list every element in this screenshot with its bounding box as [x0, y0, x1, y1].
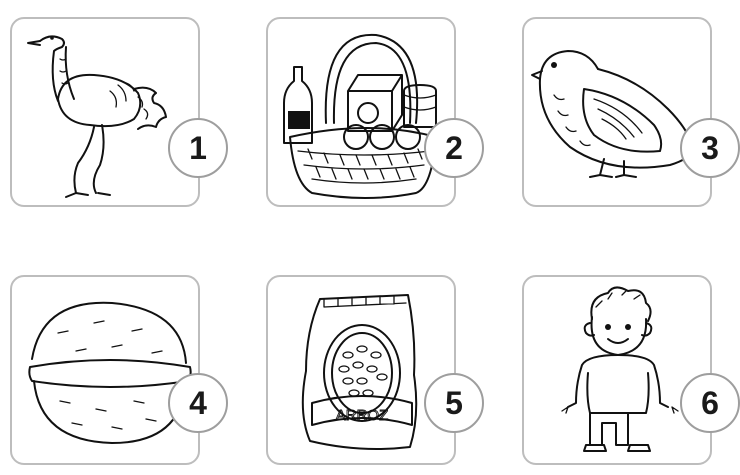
picture-card-1[interactable]: [10, 17, 200, 207]
quail-icon: [524, 19, 714, 209]
picture-card-5[interactable]: [266, 275, 456, 465]
number-badge-5: 5: [424, 373, 484, 433]
number-badge-3: 3: [680, 118, 740, 178]
walnut-icon: [12, 277, 202, 467]
picture-card-3[interactable]: [522, 17, 712, 207]
number-badge-2: 2: [424, 118, 484, 178]
picture-card-6[interactable]: [522, 275, 712, 465]
rice-bag-icon: [268, 277, 458, 467]
number-badge-1: 1: [168, 118, 228, 178]
number-badge-4: 4: [168, 373, 228, 433]
ostrich-icon: [12, 19, 202, 209]
picture-card-2[interactable]: [266, 17, 456, 207]
rice-bag-label: ARROZ: [335, 407, 389, 424]
boy-icon: [524, 277, 714, 467]
basket-icon: [268, 19, 458, 209]
number-badge-6: 6: [680, 373, 740, 433]
picture-card-4[interactable]: [10, 275, 200, 465]
